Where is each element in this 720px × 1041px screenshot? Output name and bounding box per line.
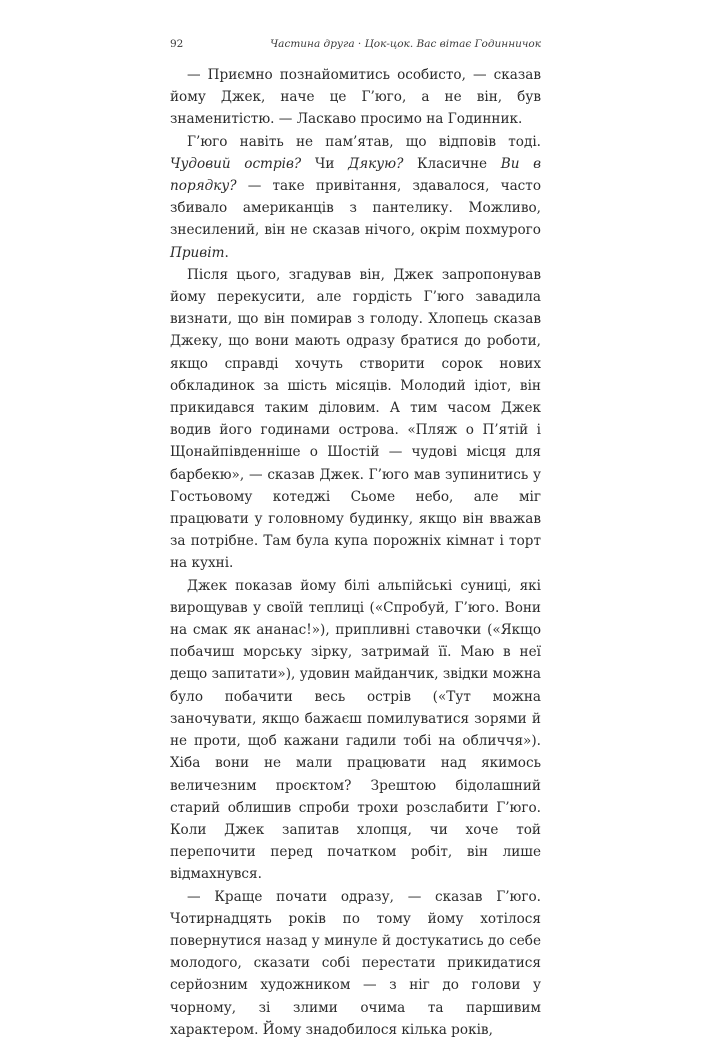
text-run: — таке привітання, здавалося, часто збивало американців з пантелику. Можливо, знесилений, він не сказав нічого, окрім похмурого [170, 178, 541, 239]
running-title: Частина друга · Цок-цок. Вас вітає Годинничок [270, 38, 541, 50]
running-head [170, 38, 541, 54]
italic-text-run: Дякую? [348, 155, 404, 172]
book-page [170, 38, 541, 1041]
paragraph [170, 575, 541, 886]
paragraph [170, 886, 541, 1041]
paragraph [170, 64, 541, 131]
italic-text-run: Ви в порядку? [170, 155, 542, 195]
page-number: 92 [170, 38, 184, 50]
italic-text-run: Чудовий острів? [170, 155, 302, 172]
paragraph [170, 131, 541, 264]
text-run: Чи [301, 155, 349, 172]
text-run: Класичне [403, 155, 501, 172]
text-run: Після цього, згадував він, Джек запропонував йому перекусити, але гордість Г’юго завадила визнати, що він помирав з голоду. Хлопець сказав Джеку, що вони мають одразу братися до роботи, якщо справді хочуть створити сорок нових обкладинок за шість місяців. Молодий ідіот, він прикидався таким діловим. А тим часом Джек водив його годинами острова. «Пляж о П’ятій і Щонайпівденніше о Шостій — чудові місця для барбекю», — сказав Джек. Г’юго мав зупинитись у Гостьовому котеджі Сьоме небо, але міг працювати у головному будинку, якщо він вважав за потрібне. Там була купа порожніх кімнат і торт на кухні. [170, 266, 541, 572]
text-run: Джек показав йому білі альпійські суниці, які вирощував у своїй теплиці («Спробуй, Г’юго. Вони на смак як ананас!»), припливні ставочки («Якщо побачиш морську зірку, затримай її. Маю в неї дещо запитати»), удовин майданчик, звідки можна було побачити весь острів («Тут можна заночувати, якщо бажаєш помилуватися зорями й не проти, щоб кажани гадили тобі на обличчя»). Хіба вони не мали працювати над якимось величезним проєктом? Зрештою бідолашний старий облишив спроби трохи розслабити Г’юго. Коли Джек запитав хлопця, чи хоче той перепочити перед початком робіт, він лише відмахнувся. [170, 577, 541, 883]
paragraph [170, 264, 541, 575]
text-run: — Краще почати одразу, — сказав Г’юго. Чотирнадцять років по тому йому хотілося повернутися назад у минуле й достукатись до себе молодого, сказати собі перестати прикидатися серйозним художником — з ніг до голови у чорному, зі злими очима та паршивим характером. Йому знадобилося кілька років, [170, 888, 541, 1038]
text-run: . [224, 244, 229, 261]
body-text [170, 64, 541, 1041]
italic-text-run: Привіт [170, 244, 225, 261]
text-run: — Приємно познайомитись особисто, — сказав йому Джек, наче це Г’юго, а не він, був знаменитістю. — Ласкаво просимо на Годинник. [170, 67, 541, 128]
text-run: Г’юго навіть не пам’ятав, що відповів тоді. [187, 133, 541, 150]
